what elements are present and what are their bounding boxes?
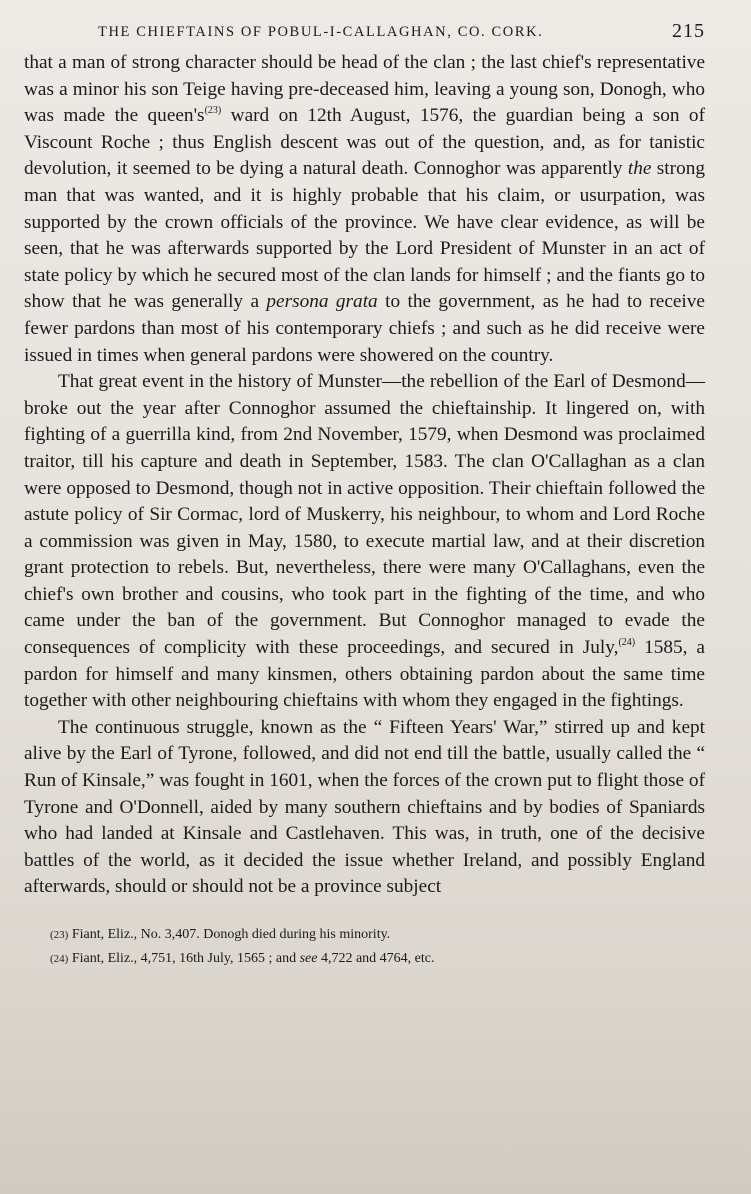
paragraph-2-text-b: 1585, a pardon for himself and many kinsmen, others obtaining pardon about the same time together with other neighbouring chieftains with whom they engaged in the fightings.: [24, 637, 705, 712]
emphasis-see: see: [299, 951, 318, 966]
paragraph-3-text: The continuous struggle, known as the “ Fifteen Years' War,” stirred up and kept alive by the Earl of Tyrone, followed, and did not end till the battle, usually called the “ Run of Kinsale,” was fought in 1601, when the forces of the crown put to flight those of Tyrone and O'Donnell, aided by many southern chieftains and by bodies of Spaniards who had landed at Kinsale and Castlehaven. This was, in truth, one of the decisive battles of the world, as it decided the issue whether Ireland, and possibly England afterwards, should or should not be a province subject: [24, 716, 705, 898]
paragraph-1-text-d: to the government, as he had to receive fewer pardons than most of his contemporary chiefs ; and such as he did receive were issued in times when general pardons were showered on the country.: [24, 291, 705, 366]
paragraph-2: [24, 369, 705, 715]
footnote-24-text-b: 4,722 and 4764, etc.: [317, 951, 435, 966]
paragraph-1-text-a: that a man of strong character should be head of the clan ; the last chief's representative was a minor his son Teige having pre-deceased him, leaving a young son, Donogh, who was made the queen's: [24, 52, 705, 127]
emphasis-the: the: [627, 158, 652, 180]
running-title: THE CHIEFTAINS OF POBUL-I-CALLAGHAN, CO. CORK.: [98, 24, 544, 40]
footnote-ref-23: (23): [204, 105, 222, 117]
footnote-24: [50, 947, 705, 971]
footnote-23: [50, 923, 705, 947]
footnotes: [24, 923, 705, 971]
page-number: 215: [672, 20, 705, 42]
footnote-24-text-a: Fiant, Eliz., 4,751, 16th July, 1565 ; and: [68, 951, 300, 966]
body-text: [24, 50, 705, 901]
footnote-ref-24: (24): [618, 637, 636, 649]
footnote-23-text: Fiant, Eliz., No. 3,407. Donogh died during his minority.: [68, 927, 391, 942]
paragraph-2-text-a: That great event in the history of Munster—the rebellion of the Earl of Desmond—broke out the year after Connoghor assumed the chieftainship. It lingered on, with fighting of a guerrilla kind, from 2nd November, 1579, when Desmond was proclaimed traitor, till his capture and death in September, 1583. The clan O'Callaghan as a clan were opposed to Desmond, though not in active opposition. Their chieftain followed the astute policy of Sir Cormac, lord of Muskerry, his neighbour, to whom and Lord Roche a commission was given in May, 1580, to execute martial law, and at their discretion grant protection to rebels. But, nevertheless, there were many O'Callaghans, even the chief's own brother and cousins, who took part in the fighting of the time, and who came under the ban of the government. But Connoghor managed to evade the consequences of complicity with these proceedings, and secured in July,: [24, 371, 705, 659]
paragraph-1-text-b: ward on 12th August, 1576, the guardian being a son of Viscount Roche ; thus English descent was out of the question, and, as for tanistic devolution, it seemed to be dying a natural death. Connoghor was apparently: [24, 105, 705, 180]
footnote-mark-23: (23): [50, 929, 69, 941]
footnote-mark-24: (24): [50, 953, 69, 965]
paragraph-1-text-c: strong man that was wanted, and it is highly probable that his claim, or usurpation, was supported by the crown officials of the province. We have clear evidence, as will be seen, that he was afterwards supported by the Lord President of Munster in an act of state policy by which he secured most of the clan lands for himself ; and the fiants go to show that he was generally a: [24, 158, 705, 313]
paragraph-3: [24, 715, 705, 901]
emphasis-persona-grata: persona grata: [266, 291, 378, 313]
paragraph-1: [24, 50, 705, 369]
running-head: [24, 16, 705, 46]
